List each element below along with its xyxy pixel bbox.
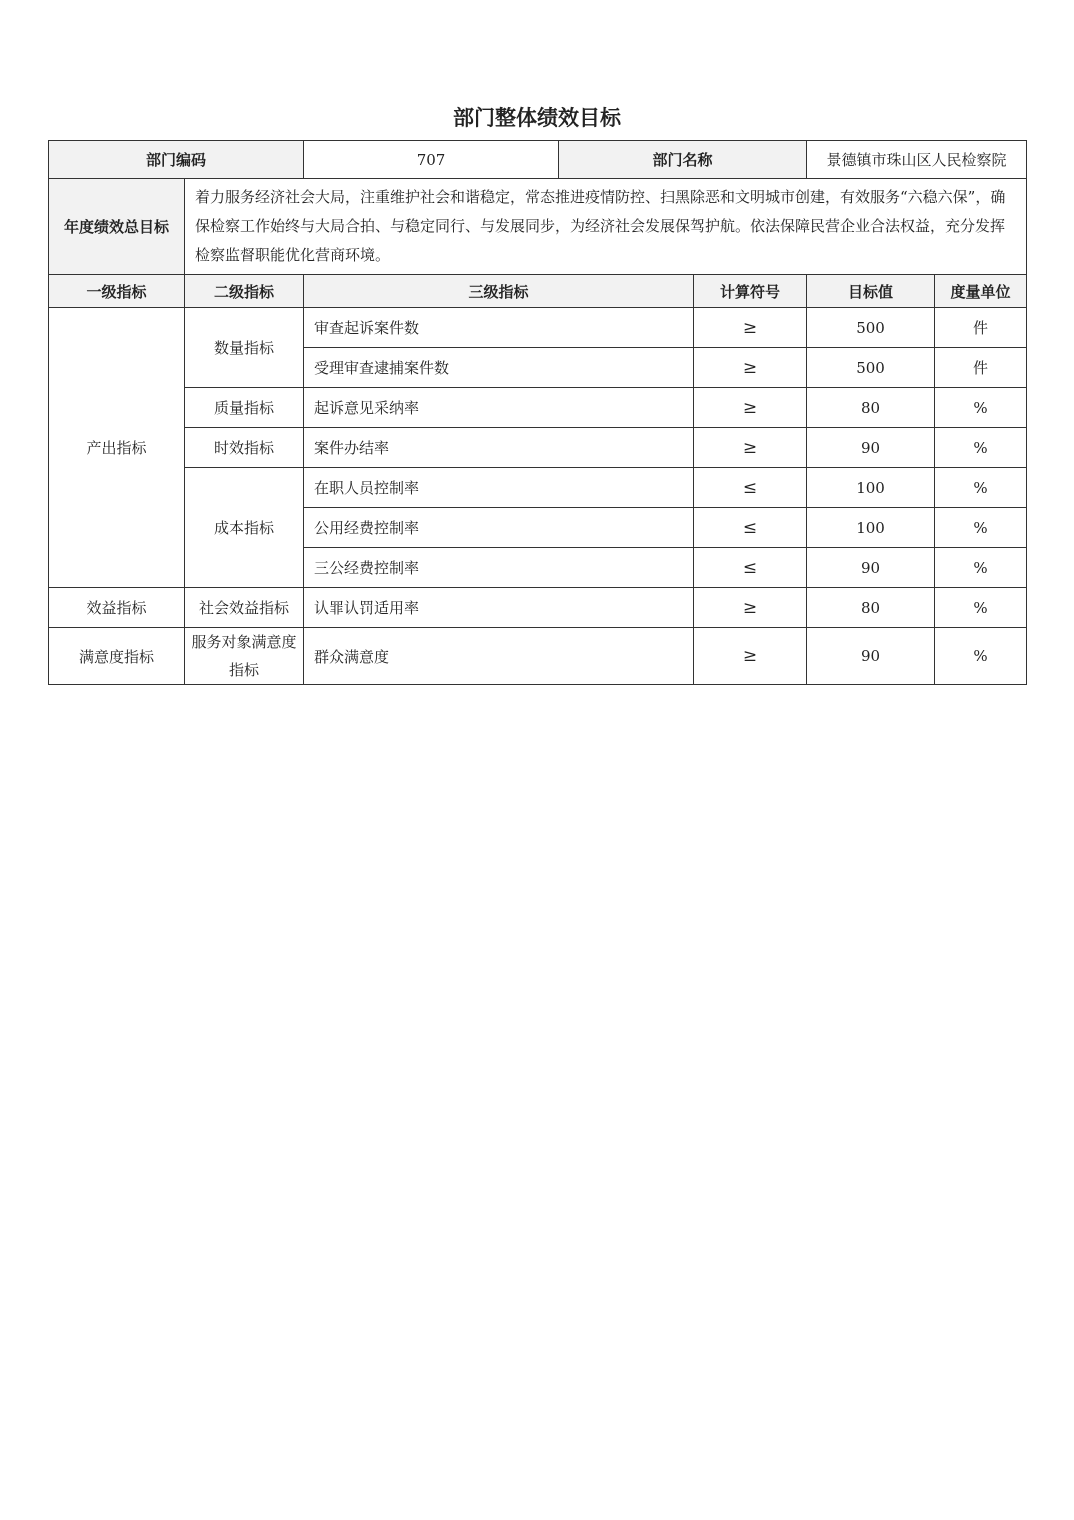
indicator-name: 在职人员控制率: [304, 468, 694, 508]
indicator-unit: 件: [935, 308, 1027, 348]
indicator-symbol: ≥: [694, 588, 807, 628]
indicator-name: 公用经费控制率: [304, 508, 694, 548]
table-row: [49, 628, 1027, 685]
indicator-symbol: ≤: [694, 508, 807, 548]
indicator-symbol: ≥: [694, 308, 807, 348]
dept-code-label: 部门编码: [49, 141, 304, 179]
header-target: 目标值: [807, 275, 935, 308]
header-level1: 一级指标: [49, 275, 185, 308]
header-level2: 二级指标: [185, 275, 304, 308]
performance-table: [48, 140, 1027, 685]
group-timeliness: 时效指标: [185, 428, 304, 468]
goal-row: [49, 179, 1027, 275]
dept-name-label: 部门名称: [559, 141, 807, 179]
indicator-unit: %: [935, 628, 1027, 685]
indicator-name: 案件办结率: [304, 428, 694, 468]
dept-name-value: 景德镇市珠山区人民检察院: [807, 141, 1027, 179]
indicator-unit: %: [935, 388, 1027, 428]
indicator-name: 群众满意度: [304, 628, 694, 685]
group-cost: 成本指标: [185, 468, 304, 588]
group-quantity: 数量指标: [185, 308, 304, 388]
indicator-symbol: ≥: [694, 428, 807, 468]
indicator-unit: %: [935, 508, 1027, 548]
indicator-symbol: ≥: [694, 348, 807, 388]
table-row: [49, 308, 1027, 348]
indicator-target: 500: [807, 348, 935, 388]
indicator-target: 500: [807, 308, 935, 348]
group-satisfaction: 满意度指标: [49, 628, 185, 685]
indicator-target: 80: [807, 588, 935, 628]
indicator-unit: %: [935, 548, 1027, 588]
indicator-unit: %: [935, 428, 1027, 468]
indicator-unit: %: [935, 468, 1027, 508]
group-service-satisfaction: 服务对象满意度指标: [185, 628, 304, 685]
header-level3: 三级指标: [304, 275, 694, 308]
indicator-target: 100: [807, 508, 935, 548]
group-benefit: 效益指标: [49, 588, 185, 628]
indicator-name: 审查起诉案件数: [304, 308, 694, 348]
dept-info-row: [49, 141, 1027, 179]
indicator-name: 三公经费控制率: [304, 548, 694, 588]
indicator-unit: 件: [935, 348, 1027, 388]
indicator-unit: %: [935, 588, 1027, 628]
goal-text: 着力服务经济社会大局，注重维护社会和谐稳定，常态推进疫情防控、扫黑除恶和文明城市创建，有效服务“六稳六保”，确保检察工作始终与大局合拍、与稳定同行、与发展同步，为经济社会发展保驾护航。依法保障民营企业合法权益，充分发挥检察监督职能优化营商环境。: [185, 179, 1027, 275]
indicator-symbol: ≥: [694, 388, 807, 428]
table-row: [49, 428, 1027, 468]
indicator-symbol: ≤: [694, 548, 807, 588]
header-unit: 度量单位: [935, 275, 1027, 308]
indicator-name: 认罪认罚适用率: [304, 588, 694, 628]
indicator-name: 起诉意见采纳率: [304, 388, 694, 428]
indicator-symbol: ≤: [694, 468, 807, 508]
indicator-symbol: ≥: [694, 628, 807, 685]
table-row: [49, 588, 1027, 628]
indicator-target: 90: [807, 628, 935, 685]
indicator-target: 90: [807, 548, 935, 588]
indicator-target: 90: [807, 428, 935, 468]
table-row: [49, 388, 1027, 428]
group-social-benefit: 社会效益指标: [185, 588, 304, 628]
goal-label: 年度绩效总目标: [49, 179, 185, 275]
indicator-target: 100: [807, 468, 935, 508]
table-row: [49, 468, 1027, 508]
indicator-name: 受理审查逮捕案件数: [304, 348, 694, 388]
page-title: 部门整体绩效目标: [453, 106, 621, 130]
indicator-target: 80: [807, 388, 935, 428]
header-symbol: 计算符号: [694, 275, 807, 308]
dept-code-value: 707: [304, 141, 559, 179]
header-row: [49, 275, 1027, 308]
group-quality: 质量指标: [185, 388, 304, 428]
group-output: 产出指标: [49, 308, 185, 588]
